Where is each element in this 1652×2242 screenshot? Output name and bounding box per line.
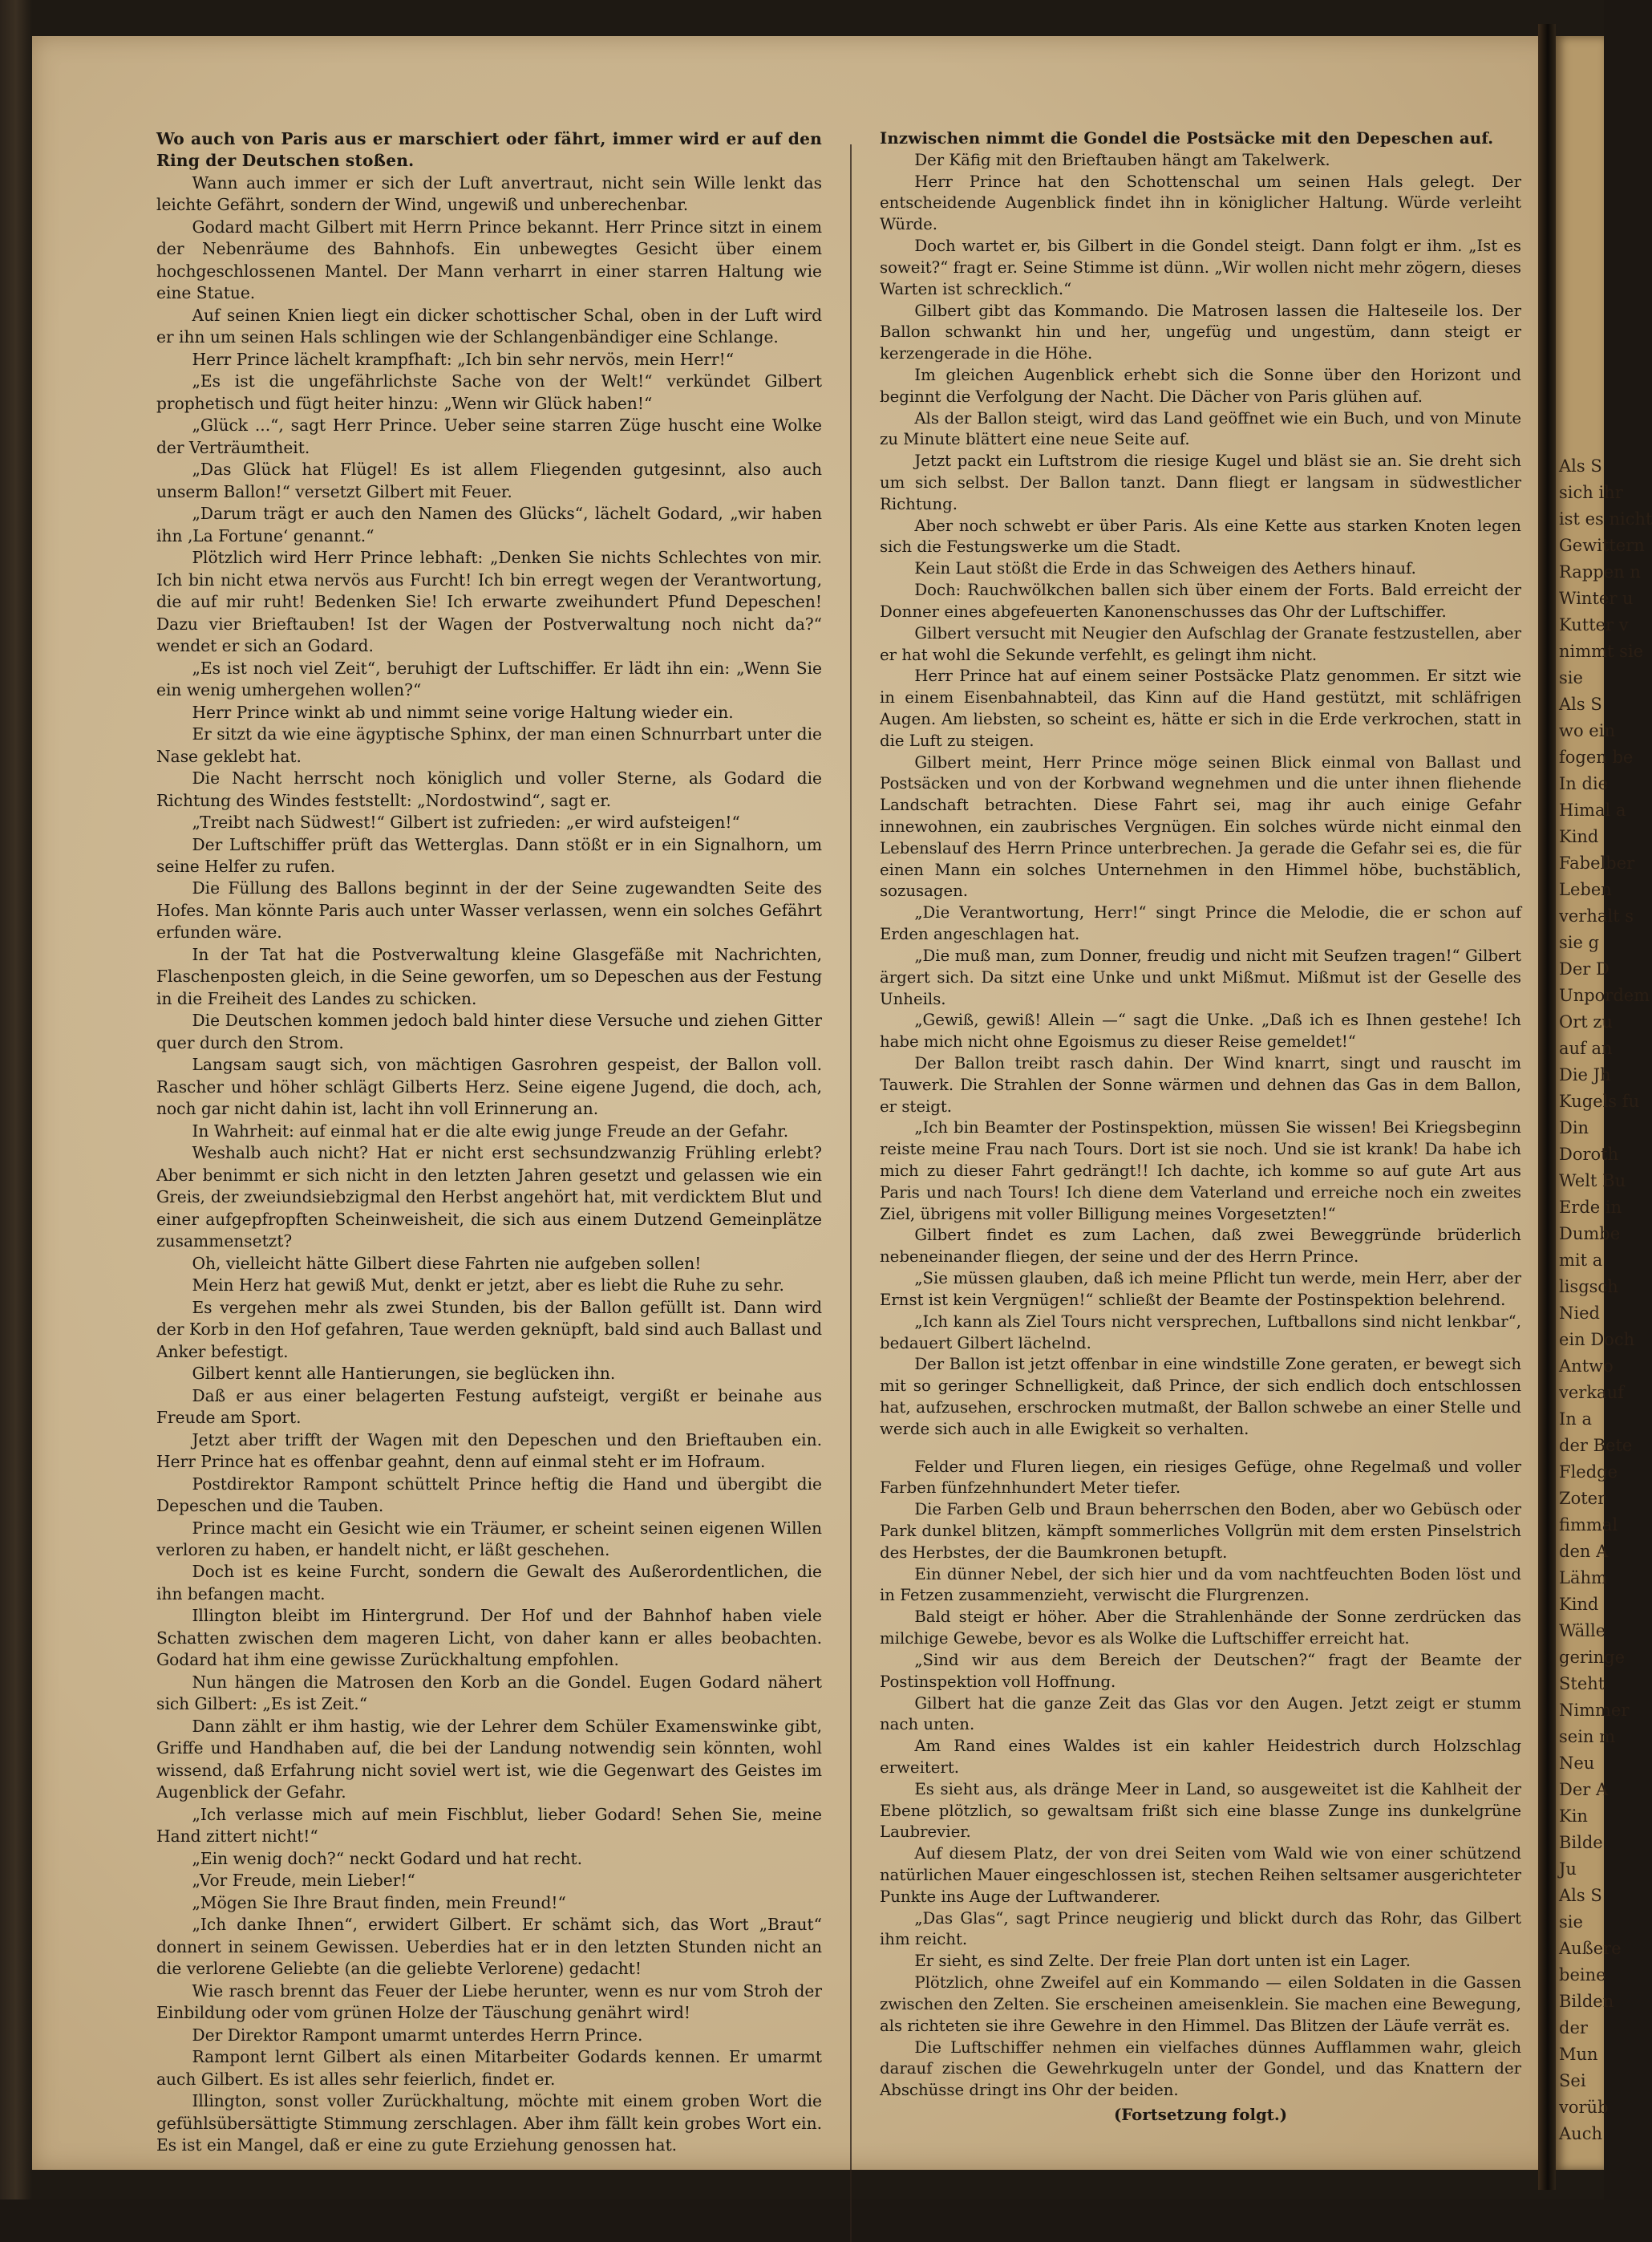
paragraph: Plötzlich wird Herr Prince lebhaft: „Denken Sie nichts Schlechtes von mir. Ich bin nicht etwa nervös aus Furcht! Ich bin erregt wegen der Verantwortung, die auf mir ruht! Bedenken Sie! Ich erwarte zweihundert Pfund Depeschen! Dazu vier Brieftauben! Ist der Wagen der Postverwaltung noch nicht da?“ wendet er sich an Godard. (156, 548, 822, 656)
adjacent-page-text-fragment: lisgsch (1559, 1277, 1618, 1296)
adjacent-page-text-fragment: beine (1559, 1965, 1606, 1985)
paragraph: Jetzt aber trifft der Wagen mit den Depeschen und den Brieftauben ein. Herr Prince hat es offenbar geahnt, denn auf einmal steht er im Hofraum. (156, 1429, 822, 1472)
paragraph: Der Direktor Rampont umarmt unterdes Herrn Prince. (192, 2025, 643, 2045)
adjacent-page-text-fragment: In die (1559, 774, 1609, 793)
adjacent-page-text-fragment: sich ihr (1559, 483, 1623, 502)
paragraph: Die Luftschiffer nehmen ein vielfaches dünnes Aufflammen wahr, gleich darauf zischen die Gewehrkugeln unter der Gondel, und das Knattern der Abschüsse dringt ins Ohr der beiden. (880, 2037, 1521, 2100)
paragraph: Plötzlich, ohne Zweifel auf ein Kommando — eilen Soldaten in die Gassen zwischen den Zelten. Sie erscheinen ameisenklein. Sie machen eine Bewegung, als richteten sie ihre Gewehre in den Himmel. Das Blitzen der Läufe verrät es. (880, 1973, 1521, 2035)
paragraph: Es vergehen mehr als zwei Stunden, bis der Ballon gefüllt ist. Dann wird der Korb in den Hof gefahren, Taue werden geknüpft, bald sind auch Ballast und Anker befestigt. (156, 1297, 822, 1361)
paragraph: Der Luftschiffer prüft das Wetterglas. Dann stößt er in ein Signalhorn, um seine Helfer zu rufen. (156, 834, 822, 876)
paragraph: Gilbert versucht mit Neugier den Aufschlag der Granate festzustellen, aber er hat wohl die Sekunde verfehlt, es gelingt ihm nicht. (880, 623, 1521, 664)
adjacent-page-text-fragment: Doroth (1559, 1145, 1619, 1164)
adjacent-page-text-fragment: Die Jh (1559, 1065, 1611, 1085)
book-gutter (1538, 24, 1556, 2190)
adjacent-page-text-fragment: In a (1559, 1409, 1593, 1429)
paragraph: In der Tat hat die Postverwaltung kleine Glasgefäße mit Nachrichten, Flaschenposten gleich, in die Seine geworfen, um so Depeschen aus der Festung in die Freiheit des Landes zu schicken. (156, 944, 822, 1008)
adjacent-page-edge (1556, 36, 1652, 2170)
paragraph: Auf diesem Platz, der von drei Seiten vom Wald wie von einer schützend natürlichen Mauer eingeschlossen ist, stechen Reihen seltsamer ausgerichteter Punkte ins Auge der Luftwanderer. (880, 1844, 1521, 1906)
adjacent-page-text-fragment: Mun (1559, 2045, 1598, 2064)
paragraph: „Es ist die ungefährlichste Sache von der Welt!“ verkündet Gilbert prophetisch und fügt heiter hinzu: „Wenn wir Glück haben!“ (156, 371, 822, 413)
adjacent-page-text-fragment: sie (1559, 1912, 1583, 1932)
paragraph: „Ein wenig doch?“ neckt Godard und hat recht. (192, 1848, 583, 1868)
paragraph: Auf seinen Knien liegt ein dicker schottischer Schal, oben in der Luft wird er ihn um seinen Hals schlingen wie der Schlangenbändiger eine Schlange. (156, 305, 822, 347)
adjacent-page-text-fragment: Außere (1559, 1939, 1622, 1958)
paragraph: „Gewiß, gewiß! Allein —“ sagt die Unke. „Daß ich es Ihnen gestehe! Ich habe mich nicht ohne Egoismus zu dieser Reise gemeldet!“ (880, 1011, 1521, 1052)
adjacent-page-text-fragment: Dumbe (1559, 1224, 1621, 1243)
adjacent-page-text-fragment: fimmal (1559, 1515, 1618, 1535)
adjacent-page-text-fragment: Bilden (1559, 1992, 1614, 2011)
adjacent-page-text-fragment: Nimmer (1559, 1701, 1630, 1720)
adjacent-page-text-fragment: Nied (1559, 1303, 1600, 1323)
paragraph: Doch wartet er, bis Gilbert in die Gondel steigt. Dann folgt er ihm. „Ist es soweit?“ fragt er. Seine Stimme ist dünn. „Wir wollen nicht mehr zögern, dieses Warten ist schrecklich.“ (880, 237, 1521, 298)
adjacent-page-text-fragment: Rappen n (1559, 562, 1641, 582)
paragraph: Als der Ballon steigt, wird das Land geöffnet wie ein Buch, und von Minute zu Minute blättert eine neue Seite auf. (880, 408, 1521, 449)
paragraph: Dann zählt er ihm hastig, wie der Lehrer dem Schüler Examenswinke gibt, Griffe und Handhaben auf, die bei der Landung notwendig sein könnten, wohl wissend, daß Erfahrung nicht soviel wert ist, wie die Gegenwart des Geistes im Augenblick der Gefahr. (156, 1716, 822, 1802)
adjacent-page-text-fragment: Als S (1559, 1886, 1602, 1905)
paragraph: Postdirektor Rampont schüttelt Prince heftig die Hand und übergibt die Depeschen und die Tauben. (156, 1474, 822, 1516)
adjacent-page-text-fragment: Winter u (1559, 589, 1634, 608)
paragraph: Er sieht, es sind Zelte. Der freie Plan dort unten ist ein Lager. (914, 1952, 1411, 1971)
adjacent-page-text-fragment: Fledge (1559, 1462, 1618, 1482)
paragraph: Am Rand eines Waldes ist ein kahler Heidestrich durch Holzschlag erweitert. (880, 1737, 1521, 1777)
paragraph: Wo auch von Paris aus er marschiert oder fährt, immer wird er auf den Ring der Deutschen stoßen. (156, 129, 822, 171)
paragraph: Herr Prince hat auf einem seiner Postsäcke Platz genommen. Er sitzt wie in einem Eisenbahnabteil, das Kinn auf die Hand gestützt, mit schläfrigen Augen. Am liebsten, so scheint es, hätte er sich in die Erde verkrochen, statt in die Luft zu steigen. (880, 667, 1521, 750)
paragraph: Gilbert hat die ganze Zeit das Glas vor den Augen. Jetzt zeigt er stumm nach unten. (880, 1693, 1521, 1734)
paragraph: „Ich bin Beamter der Postinspektion, müssen Sie wissen! Bei Kriegsbeginn reiste meine Frau nach Tours. Dort ist sie noch. Und sie ist krank! Da habe ich mich zu dieser Fahrt gedrängt!! Ich dachte, ich komme so auf gute Art aus Paris und nach Tours! Ich diene dem Vaterland und erreiche noch ein zweites Ziel, übrigens mit voller Billigung meines Vorgesetzten!“ (880, 1118, 1521, 1223)
adjacent-page-text-fragment: fogen be (1559, 748, 1634, 767)
adjacent-page-text-fragment: Der D (1559, 959, 1609, 979)
adjacent-page-text-fragment: wo ein (1559, 721, 1615, 740)
paragraph: „Sind wir aus dem Bereich der Deutschen?“ fragt der Beamte der Postinspektion voll Hoffnung. (880, 1650, 1521, 1691)
adjacent-page-text-fragment: Kutter v (1559, 615, 1629, 634)
paragraph: Der Ballon ist jetzt offenbar in eine windstille Zone geraten, er bewegt sich mit so geringer Schnelligkeit, daß Prince, der sich endlich doch entschlossen hat, aufzusehen, erschrocken mutmaßt, der Ballon schwebe an einer Stelle und werde sich auch in alle Ewigkeit so verhalten. (880, 1355, 1521, 1438)
paragraph: Inzwischen nimmt die Gondel die Postsäcke mit den Depeschen auf. (880, 129, 1494, 148)
adjacent-page-text-fragment: Kind (1559, 1595, 1599, 1614)
paragraph: Felder und Fluren liegen, ein riesiges Gefüge, ohne Regelmaß und voller Farben fünfzehnhundert Meter tiefer. (880, 1457, 1521, 1498)
paragraph: Nun hängen die Matrosen den Korb an die Gondel. Eugen Godard nähert sich Gilbert: „Es ist Zeit.“ (156, 1672, 822, 1714)
adjacent-page-text-fragment: Welt Bu (1559, 1171, 1626, 1190)
paragraph: Mein Herz hat gewiß Mut, denkt er jetzt, aber es liebt die Ruhe zu sehr. (192, 1275, 784, 1295)
paragraph: „Sie müssen glauben, daß ich meine Pflicht tun werde, mein Herr, aber der Ernst ist kein Vergnügen!“ schließt der Beamte der Postinspektion belehrend. (880, 1269, 1521, 1309)
adjacent-page-text-fragment: Unpordem (1559, 986, 1650, 1005)
paragraph: Wann auch immer er sich der Luft anvertraut, nicht sein Wille lenkt das leichte Gefährt, sondern der Wind, ungewiß und unberechenbar. (156, 172, 822, 215)
paragraph: Langsam saugt sich, von mächtigen Gasrohren gespeist, der Ballon voll. Rascher und höher schlägt Gilberts Herz. Seine eigene Jugend, die doch, ach, noch gar nicht dahin ist, lacht ihn voll Erinnerung an. (156, 1055, 822, 1119)
right-text-column (880, 128, 1521, 2126)
paragraph: Daß er aus einer belagerten Festung aufsteigt, vergißt er beinahe aus Freude am Sport. (156, 1385, 822, 1428)
adjacent-page-text-fragment: Sei (1559, 2071, 1586, 2090)
paragraph: (Fortsetzung folgt.) (1113, 2105, 1288, 2124)
paragraph: Bald steigt er höher. Aber die Strahlenhände der Sonne zerdrücken das milchige Gewebe, bevor es als Wolke die Luftschiffer erreicht hat. (880, 1608, 1521, 1648)
adjacent-page-text-fragment: sie (1559, 668, 1583, 687)
paragraph: „Mögen Sie Ihre Braut finden, mein Freund!“ (192, 1892, 566, 1912)
adjacent-page-text-fragment: Bilde (1559, 1833, 1603, 1852)
adjacent-page-text-fragment: Fabelber (1559, 853, 1635, 873)
adjacent-page-text-fragment: Lähm (1559, 1568, 1607, 1587)
adjacent-page-text-fragment: Himal a (1559, 801, 1626, 820)
paragraph: Die Nacht herrscht noch königlich und voller Sterne, als Godard die Richtung des Windes feststellt: „Nordostwind“, sagt er. (156, 768, 822, 810)
paragraph: Die Füllung des Ballons beginnt in der der Seine zugewandten Seite des Hofes. Man könnte Paris auch unter Wasser verlassen, wenn ein solches Gefährt erfunden wäre. (156, 878, 822, 943)
paragraph: In Wahrheit: auf einmal hat er die alte ewig junge Freude an der Gefahr. (192, 1121, 789, 1141)
paragraph: „Es ist noch viel Zeit“, beruhigt der Luftschiffer. Er lädt ihn ein: „Wenn Sie ein wenig umhergehen wollen?“ (156, 658, 822, 700)
left-text-column (156, 128, 822, 2157)
paragraph: „Das Glas“, sagt Prince neugierig und blickt durch das Rohr, das Gilbert ihm reicht. (880, 1908, 1521, 1949)
adjacent-page-text-fragment: nimmt sie (1559, 642, 1644, 661)
adjacent-page-text-fragment: vorüb (1559, 2098, 1609, 2117)
paragraph: Jetzt packt ein Luftstrom die riesige Kugel und bläst sie an. Sie dreht sich um sich selbst. Der Ballon tanzt. Dann fliegt er langsam in südwestlicher Richtung. (880, 452, 1521, 513)
paragraph: „Ich danke Ihnen“, erwidert Gilbert. Er schämt sich, das Wort „Braut“ donnert in seinem Gewissen. Ueberdies hat er in den letzten Stunden nicht an die verlorene Geliebte (an die geliebte Verlorene) gedacht! (156, 1915, 822, 1979)
paragraph: Aber noch schwebt er über Paris. Als eine Kette aus starken Knoten legen sich die Festungswerke um die Stadt. (880, 516, 1521, 557)
paragraph: „Ich kann als Ziel Tours nicht versprechen, Luftballons sind nicht lenkbar“, bedauert Gilbert lächelnd. (880, 1312, 1521, 1352)
adjacent-page-text-fragment: Leben (1559, 880, 1612, 899)
adjacent-page-text-fragment: Erde in (1559, 1198, 1622, 1217)
adjacent-page-text-fragment: sie g (1559, 933, 1600, 952)
adjacent-page-text-fragment: Als S (1559, 456, 1602, 476)
paragraph: Gilbert kennt alle Hantierungen, sie beglücken ihn. (192, 1364, 616, 1384)
adjacent-page-text-fragment: Neu (1559, 1753, 1595, 1773)
adjacent-page-text-fragment: Ort zu (1559, 1012, 1613, 1032)
adjacent-page-text-fragment: verkauf (1559, 1383, 1624, 1402)
adjacent-page-text-fragment: Der A (1559, 1780, 1609, 1799)
paragraph: „Treibt nach Südwest!“ Gilbert ist zufrieden: „er wird aufsteigen!“ (192, 813, 740, 833)
adjacent-page-text-fragment: Kind (1559, 827, 1599, 846)
adjacent-page-text-fragment: Gewittern (1559, 536, 1645, 555)
paragraph: Herr Prince winkt ab und nimmt seine vorige Haltung wieder ein. (192, 702, 734, 722)
paragraph: Oh, vielleicht hätte Gilbert diese Fahrten nie aufgeben sollen! (192, 1253, 702, 1273)
adjacent-page-text-fragment: verhalt s (1559, 906, 1634, 926)
paragraph: Gilbert gibt das Kommando. Die Matrosen lassen die Halteseile los. Der Ballon schwankt hin und her, ungefüg und ungestüm, dann steigt er kerzengerade in die Höhe. (880, 301, 1521, 363)
adjacent-page-text-fragment: ein Doch (1559, 1330, 1635, 1349)
adjacent-page-text-fragment: Als S (1559, 695, 1602, 714)
paragraph: Herr Prince hat den Schottenschal um seinen Hals gelegt. Der entscheidende Augenblick findet ihn in königlicher Haltung. Würde verleiht Würde. (880, 172, 1521, 234)
paragraph: Doch: Rauchwölkchen ballen sich über einem der Forts. Bald erreicht der Donner eines abgefeuerten Kanonenschusses das Ohr der Luftschiffer. (880, 581, 1521, 621)
adjacent-page-text-fragment: ist es nicht (1559, 509, 1652, 529)
paragraph: Gilbert findet es zum Lachen, daß zwei Beweggründe brüderlich nebeneinander fliegen, der seine und der des Herrn Prince. (880, 1226, 1521, 1267)
paragraph: „Die Verantwortung, Herr!“ singt Prince die Melodie, die er schon auf Erden angeschlagen hat. (880, 903, 1521, 944)
paragraph: Kein Laut stößt die Erde in das Schweigen des Aethers hinauf. (914, 559, 1416, 578)
adjacent-page-text-fragment: der (1559, 2018, 1588, 2037)
adjacent-page-text-fragment: der Bete (1559, 1436, 1633, 1455)
adjacent-page-text-fragment: Auch (1559, 2124, 1602, 2143)
paragraph: Prince macht ein Gesicht wie ein Träumer, er scheint seinen eigenen Willen verloren zu haben, er handelt nicht, er läßt geschehen. (156, 1518, 822, 1559)
paragraph: Illington, sonst voller Zurückhaltung, möchte mit einem groben Wort die gefühlsübersättigte Stimmung zerschlagen. Aber ihm fällt kein grobes Wort ein. Es ist ein Mangel, daß er eine zu gute Erziehung genossen hat. (156, 2091, 822, 2155)
paragraph: Weshalb auch nicht? Hat er nicht erst sechsundzwanzig Frühling erlebt? Aber benimmt er sich nicht in den letzten Jahren gesetzt und gelassen wie ein Greis, der zweiundsiebzigmal den Herbst angehört hat, mit verdicktem Blut und einer aufgepfropften Scheinweisheit, die sich aus einem Dutzend Gemeinplätze zusammensetzt? (156, 1143, 822, 1251)
adjacent-page-text-fragment: Wälle (1559, 1621, 1606, 1640)
adjacent-page-text-fragment: den A (1559, 1542, 1609, 1561)
paragraph: Doch ist es keine Furcht, sondern die Gewalt des Außerordentlichen, die ihn befangen macht. (156, 1562, 822, 1603)
paragraph: Im gleichen Augenblick erhebt sich die Sonne über den Horizont und beginnt die Verfolgung der Nacht. Die Dächer von Paris glühen auf. (880, 365, 1521, 406)
adjacent-page-text-fragment: geringe (1559, 1648, 1626, 1667)
paragraph: Er sitzt da wie eine ägyptische Sphinx, der man einen Schnurrbart unter die Nase geklebt hat. (156, 724, 822, 766)
adjacent-page-text-fragment: Ju (1559, 1859, 1577, 1879)
adjacent-page-text-fragment: auf an (1559, 1039, 1613, 1058)
adjacent-page-text-fragment: mit a (1559, 1251, 1603, 1270)
paragraph: Godard macht Gilbert mit Herrn Prince bekannt. Herr Prince sitzt in einem der Nebenräume des Bahnhofs. Ein unbewegtes Gesicht über einem hochgeschlossenen Mantel. Der Mann verharrt in einer starren Haltung wie eine Statue. (156, 217, 822, 303)
paragraph: „Das Glück hat Flügel! Es ist allem Fliegenden gutgesinnt, also auch unserm Ballon!“ versetzt Gilbert mit Feuer. (156, 460, 822, 501)
adjacent-page-text-fragment: Din (1559, 1118, 1589, 1137)
adjacent-page-text-fragment: Zoter (1559, 1489, 1606, 1508)
paragraph: Die Deutschen kommen jedoch bald hinter diese Versuche und ziehen Gitter quer durch den Strom. (156, 1011, 822, 1052)
paragraph: Wie rasch brennt das Feuer der Liebe herunter, wenn es nur vom Stroh der Einbildung oder vom grünen Holze der Täuschung genährt wird! (156, 1981, 822, 2023)
paragraph: Gilbert meint, Herr Prince möge seinen Blick einmal von Ballast und Postsäcken und von der Korbwand wegnehmen und die unter ihnen fliehende Landschaft betrachten. Diese Fahrt sei, mag ihr auch einige Gefahr innewohnen, ein zaubrisches Vergnügen. Ein solches würde nicht einmal den Lebenslauf des Herrn Prince unterbrechen. Ja gerade die Gefahr sei es, die für einen Mann ein solches Unternehmen in den Himmel höbe, buchstäblich, sozusagen. (880, 752, 1521, 901)
column-divider (850, 144, 852, 2242)
paragraph: Illington bleibt im Hintergrund. Der Hof und der Bahnhof haben viele Schatten zwischen dem mageren Licht, von daher kann er alles beobachten. Godard hat ihm eine gewisse Zurückhaltung empfohlen. (156, 1606, 822, 1670)
adjacent-page-text-fragment: Steht (1559, 1674, 1605, 1693)
paragraph: Herr Prince lächelt krampfhaft: „Ich bin sehr nervös, mein Herr!“ (192, 349, 735, 369)
paragraph: „Glück ...“, sagt Herr Prince. Ueber seine starren Züge huscht eine Wolke der Verträumtheit. (156, 416, 822, 457)
adjacent-page-text-fragment: Kin (1559, 1806, 1588, 1826)
paragraph: Der Ballon treibt rasch dahin. Der Wind knarrt, singt und rauscht im Tauwerk. Die Strahlen der Sonne wärmen und dehnen das Gas in dem Ballon, er steigt. (880, 1053, 1521, 1116)
paragraph: „Die muß man, zum Donner, freudig und nicht mit Seufzen tragen!“ Gilbert ärgert sich. Da sitzt eine Unke und unkt Mißmut. Mißmut ist der Geselle des Unheils. (880, 946, 1521, 1008)
paragraph: Die Farben Gelb und Braun beherrschen den Boden, aber wo Gebüsch oder Park dunkel blitzen, kämpft sommerliches Vollgrün mit dem ersten Pinselstrich des Herbstes, der die Baumkronen betupft. (880, 1500, 1521, 1562)
adjacent-page-text-fragment: sein m (1559, 1727, 1616, 1746)
adjacent-page-text-fragment: Antwo (1559, 1356, 1614, 1376)
paragraph: Rampont lernt Gilbert als einen Mitarbeiter Godards kennen. Er umarmt auch Gilbert. Es ist alles sehr feierlich, findet er. (156, 2047, 822, 2089)
paragraph: „Darum trägt er auch den Namen des Glücks“, lächelt Godard, „wir haben ihn ‚La Fortune‘ genannt.“ (156, 504, 822, 545)
paragraph: Es sieht aus, als dränge Meer in Land, so ausgeweitet ist die Kahlheit der Ebene plötzlich, so gewaltsam frißt sich eine blasse Zunge ins dunkelgrüne Laubrevier. (880, 1779, 1521, 1842)
paragraph: Ein dünner Nebel, der sich hier und da vom nachtfeuchten Boden löst und in Fetzen zusammenzieht, verwischt die Flurgrenzen. (880, 1564, 1521, 1605)
paragraph: Der Käfig mit den Brieftauben hängt am Takelwerk. (914, 150, 1330, 169)
adjacent-page-text-fragment: Kugels fu (1559, 1092, 1640, 1111)
paragraph: „Vor Freude, mein Lieber!“ (192, 1871, 415, 1891)
paragraph: „Ich verlasse mich auf mein Fischblut, lieber Godard! Sehen Sie, meine Hand zittert nicht!“ (156, 1804, 822, 1847)
